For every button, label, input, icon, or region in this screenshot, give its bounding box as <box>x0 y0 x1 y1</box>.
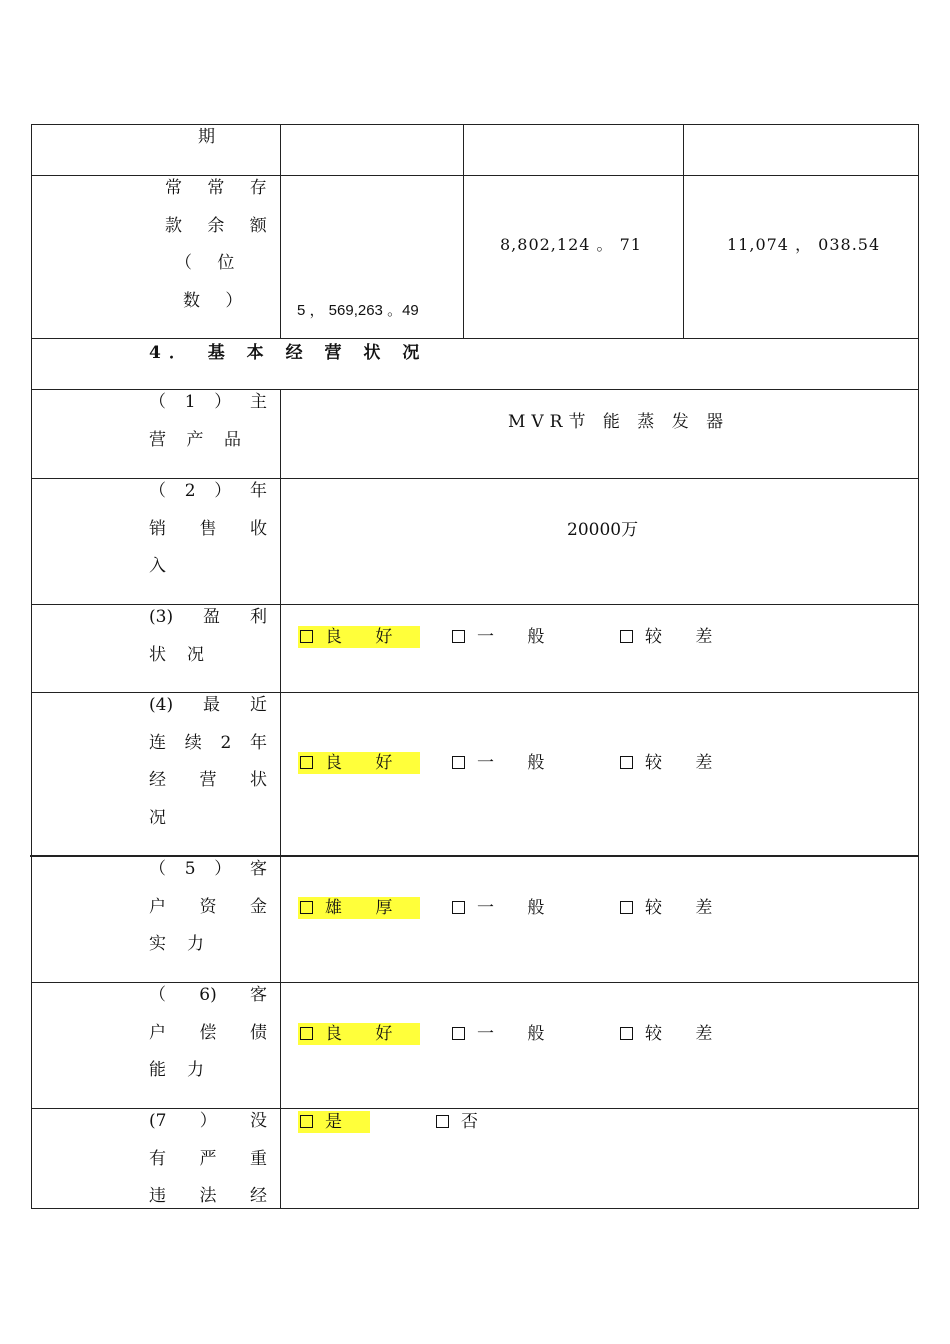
annual-sales-value: 20000万 <box>567 520 639 540</box>
label-line <box>149 422 241 460</box>
label-line <box>149 1052 204 1090</box>
label-word: （ <box>149 859 166 879</box>
label-word: 盈 <box>203 607 221 627</box>
checkbox-option[interactable] <box>452 897 558 919</box>
row-label-no-violations <box>149 1103 267 1216</box>
checkbox-option[interactable] <box>620 626 726 648</box>
deposit-value-col4: 11,074 ， 038.54 <box>727 235 881 254</box>
checkbox-option[interactable] <box>298 626 420 648</box>
table-rule <box>280 389 281 1209</box>
label-line <box>149 1015 267 1053</box>
checkbox-option[interactable] <box>298 1023 420 1045</box>
section-heading: 4． 基 本 经 营 状 况 <box>149 343 428 363</box>
label-word: 近 <box>250 695 267 715</box>
label-line <box>149 851 267 889</box>
label-word: 客 <box>249 859 267 879</box>
checkbox-icon[interactable] <box>300 1115 313 1128</box>
checkbox-option[interactable] <box>298 1111 370 1133</box>
row-label-annual-sales <box>149 473 267 586</box>
label-word: 品 <box>224 429 241 450</box>
row-label-deposit <box>165 170 301 320</box>
checkbox-option-label: 较 差 <box>645 753 727 773</box>
label-word: 况 <box>187 644 204 665</box>
row-label-recent-two-years <box>149 687 267 837</box>
checkbox-option[interactable] <box>452 752 558 774</box>
table-rule <box>31 124 919 125</box>
checkbox-option-label: 较 差 <box>645 1024 727 1044</box>
label-word: 入 <box>149 556 166 576</box>
row-label-period: 期 <box>198 127 215 147</box>
checkbox-option[interactable] <box>620 1023 726 1045</box>
label-word: 5 <box>184 859 196 879</box>
checkbox-option-label: 一 般 <box>477 898 559 918</box>
checkbox-option-label: 一 般 <box>477 1024 559 1044</box>
label-line <box>149 889 267 927</box>
checkbox-icon[interactable] <box>452 630 465 643</box>
label-word: 售 <box>199 518 217 539</box>
checkbox-icon[interactable] <box>620 1027 633 1040</box>
label-line <box>149 725 267 763</box>
label-word: 客 <box>249 985 267 1005</box>
checkbox-icon[interactable] <box>620 630 633 643</box>
table-rule <box>463 124 464 339</box>
checkbox-option-label: 是 <box>325 1112 356 1132</box>
table-rule <box>31 124 32 1209</box>
deposit-value-col3: 8,802,124 。 71 <box>500 235 642 254</box>
label-line <box>149 1178 267 1216</box>
label-word: 营 <box>149 429 166 450</box>
label-line <box>149 548 267 586</box>
checkbox-icon[interactable] <box>452 1027 465 1040</box>
label-word: 金 <box>250 896 267 917</box>
checkbox-option[interactable] <box>298 897 420 919</box>
label-word: 年 <box>249 732 267 753</box>
label-word: 能 <box>149 1060 166 1080</box>
deposit-value-col2: 5 ， 569,263 。49 <box>297 302 419 319</box>
label-word: 年 <box>249 481 267 501</box>
label-word: 况 <box>149 807 166 828</box>
label-word: ） <box>214 392 232 412</box>
label-word: (4) <box>149 695 174 715</box>
label-word: 2 <box>220 732 232 753</box>
checkbox-icon[interactable] <box>452 756 465 769</box>
checkbox-icon[interactable] <box>300 1027 313 1040</box>
label-word: 6) <box>199 985 217 1005</box>
label-word: 有 <box>149 1148 166 1169</box>
label-line <box>149 384 267 422</box>
checkbox-option-label: 良 好 <box>325 753 407 773</box>
label-word: (7 <box>149 1111 167 1131</box>
checkbox-icon[interactable] <box>300 630 313 643</box>
label-word: （ <box>149 481 166 501</box>
label-word: 法 <box>199 1186 217 1206</box>
label-line <box>149 473 267 511</box>
label-word: ） <box>214 481 232 501</box>
label-word: 重 <box>250 1148 267 1169</box>
checkbox-icon[interactable] <box>300 901 313 914</box>
row-label-debt-ability <box>149 977 267 1090</box>
label-word: (3) <box>149 607 174 627</box>
label-word: （ <box>149 985 166 1005</box>
label-word: 状 <box>149 644 166 665</box>
label-word: 偿 <box>199 1022 217 1043</box>
label-word: 债 <box>250 1022 267 1043</box>
label-line <box>149 800 267 838</box>
label-word: 利 <box>250 607 267 627</box>
label-line <box>149 926 204 964</box>
label-word: 资 <box>199 896 217 917</box>
checkbox-option[interactable] <box>452 1023 558 1045</box>
checkbox-option[interactable] <box>620 752 726 774</box>
label-line: 常 常 存 <box>165 178 277 198</box>
funding-strength-options <box>298 897 898 919</box>
label-word: 连 <box>149 732 166 753</box>
checkbox-icon[interactable] <box>620 756 633 769</box>
label-word: 力 <box>187 1060 204 1080</box>
label-word: 营 <box>199 770 217 790</box>
checkbox-option-label: 否 <box>461 1112 492 1132</box>
label-word: 经 <box>250 1186 267 1206</box>
checkbox-icon[interactable] <box>300 756 313 769</box>
checkbox-icon[interactable] <box>436 1115 449 1128</box>
checkbox-icon[interactable] <box>620 901 633 914</box>
recent-two-years-options <box>298 752 898 774</box>
no-violations-options <box>298 1111 898 1133</box>
label-line: （ 位 <box>175 253 245 273</box>
row-label-funding-strength <box>149 851 267 964</box>
label-word: 违 <box>149 1186 166 1206</box>
label-line: 款 余 额 <box>165 215 277 236</box>
checkbox-option[interactable] <box>436 1111 492 1133</box>
label-word: （ <box>149 392 166 412</box>
row-label-profitability <box>149 599 267 674</box>
checkbox-option-label: 雄 厚 <box>325 898 407 918</box>
checkbox-option-label: 一 般 <box>477 627 559 647</box>
label-word: 经 <box>149 770 166 790</box>
checkbox-option-label: 一 般 <box>477 753 559 773</box>
label-line <box>149 687 267 725</box>
label-word: 没 <box>249 1111 267 1131</box>
label-word: 收 <box>250 518 267 539</box>
label-line: 数 ） <box>183 290 253 311</box>
label-word: 实 <box>149 934 166 954</box>
label-line <box>149 599 267 637</box>
label-word: 续 <box>184 732 202 753</box>
checkbox-option-label: 较 差 <box>645 627 727 647</box>
checkbox-option-label: 良 好 <box>325 1024 407 1044</box>
checkbox-icon[interactable] <box>452 901 465 914</box>
checkbox-option[interactable] <box>620 897 726 919</box>
label-word: 户 <box>149 1022 166 1043</box>
label-line <box>149 511 267 549</box>
label-line <box>149 977 267 1015</box>
checkbox-option-label: 良 好 <box>325 627 407 647</box>
label-word: 2 <box>184 481 196 501</box>
label-word: ） <box>214 859 232 879</box>
checkbox-option-label: 较 差 <box>645 898 727 918</box>
profitability-options <box>298 626 898 648</box>
label-word: 状 <box>250 770 267 790</box>
label-word: ） <box>199 1111 217 1131</box>
label-line <box>149 637 204 675</box>
debt-ability-options <box>298 1023 898 1045</box>
label-word: 主 <box>249 392 267 412</box>
label-word: 力 <box>187 934 204 954</box>
main-product-value: MVR节 能 蒸 发 器 <box>508 412 730 432</box>
label-word: 户 <box>149 896 166 917</box>
label-word: 销 <box>149 518 166 539</box>
table-rule <box>683 124 684 339</box>
label-word: 严 <box>199 1148 217 1169</box>
label-line <box>149 762 267 800</box>
label-word: 产 <box>186 429 204 450</box>
table-rule <box>918 124 919 1209</box>
checkbox-option[interactable] <box>452 626 558 648</box>
row-label-main-product <box>149 384 267 459</box>
label-word: 最 <box>203 695 221 715</box>
label-word: 1 <box>184 392 196 412</box>
label-line <box>149 1103 267 1141</box>
label-line <box>149 1141 267 1179</box>
checkbox-option[interactable] <box>298 752 420 774</box>
table-rule <box>31 338 919 339</box>
